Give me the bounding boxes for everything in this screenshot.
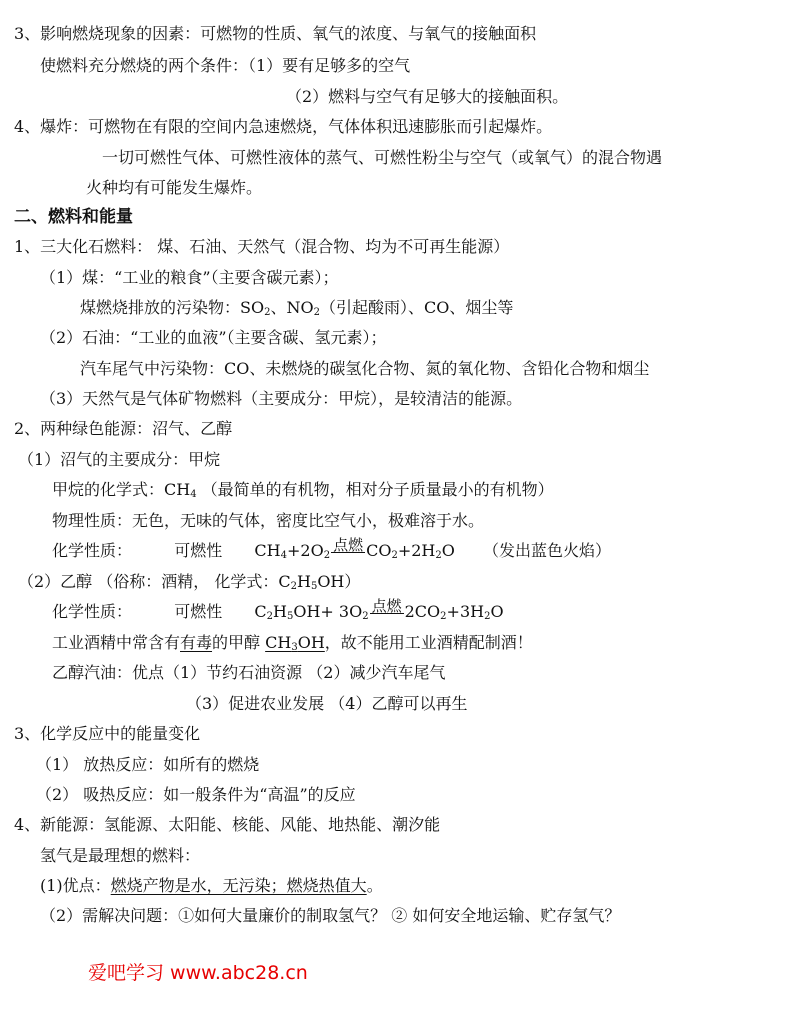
- line-explosion-detail: 一切可燃性气体、可燃性液体的蒸气、可燃性粉尘与空气（或氧气）的混合物遇: [102, 148, 663, 167]
- line-new-energy: 4、新能源：氢能源、太阳能、核能、风能、地热能、潮汐能: [14, 815, 441, 834]
- line-ethanol: （2）乙醇 （俗称：酒精， 化学式：$C_2H_5OH$）: [18, 572, 361, 592]
- line-energy-change: 3、化学反应中的能量变化: [14, 724, 201, 743]
- line-hydrogen: 氢气是最理想的燃料：: [40, 846, 201, 865]
- line-fossil-fuels: 1、三大化石燃料： 煤、石油、天然气（混合物、均为不可再生能源）: [14, 237, 510, 256]
- line-hydrogen-problems: （2）需解决问题：①如何大量廉价的制取氢气？ ② 如何安全地运输、贮存氢气？: [40, 906, 621, 925]
- line-biogas: （1）沼气的主要成分：甲烷: [18, 450, 221, 469]
- line-ethanol-gasoline-cont: （3）促进农业发展 （4）乙醇可以再生: [186, 694, 468, 713]
- section-heading-fuel-energy: 二、燃料和能量: [14, 207, 133, 227]
- underlined-toxic: 有毒: [180, 633, 213, 652]
- footer-watermark-link[interactable]: 爱吧学习 www.abc28.cn: [88, 962, 308, 984]
- line-natural-gas: （3）天然气是气体矿物燃料（主要成分：甲烷），是较清洁的能源。: [40, 389, 523, 408]
- line-two-conditions: 使燃料充分燃烧的两个条件：（1）要有足够多的空气: [40, 56, 411, 75]
- line-ethanol-gasoline: 乙醇汽油：优点（1）节约石油资源 （2）减少汽车尾气: [52, 663, 446, 682]
- line-methane-chemical: 化学性质： 可燃性 $CH_4+2O_2$点燃 $CO_2+2H_2O$ （发出蓝色火焰）: [52, 536, 612, 561]
- line-hydrogen-advantages: (1)优点：燃烧产物是水，无污染；燃烧热值大。: [40, 876, 383, 895]
- line-explosion-detail-cont: 火种均有可能发生爆炸。: [86, 178, 263, 197]
- reaction-condition: 点燃: [371, 597, 402, 615]
- reaction-condition: 点燃: [333, 536, 364, 554]
- line-methane-physical: 物理性质：无色，无味的气体，密度比空气小，极难溶于水。: [52, 511, 485, 530]
- line-factors: 3、影响燃烧现象的因素：可燃物的性质、氧气的浓度、与氧气的接触面积: [14, 24, 537, 43]
- underlined-advantages: 燃烧产物是水，无污染；燃烧热值大: [110, 876, 367, 895]
- line-coal-pollutants: 煤燃烧排放的污染物：$SO_2$、$NO_2$（引起酸雨）、CO、烟尘等: [80, 298, 514, 318]
- underlined-methanol: $CH_3OH$: [265, 633, 325, 653]
- line-explosion: 4、爆炸：可燃物在有限的空间内急速燃烧，气体体积迅速膨胀而引起爆炸。: [14, 117, 553, 136]
- line-coal: （1）煤：“工业的粮食”（主要含碳元素）；: [40, 268, 339, 287]
- line-condition-2: （2）燃料与空气有足够大的接触面积。: [286, 87, 569, 106]
- line-petroleum: （2）石油：“工业的血液”（主要含碳、氢元素）；: [40, 328, 387, 347]
- line-green-energy: 2、两种绿色能源：沼气、乙醇: [14, 419, 233, 438]
- line-exothermic: （1） 放热反应：如所有的燃烧: [36, 755, 260, 774]
- line-endothermic: （2） 吸热反应：如一般条件为“高温”的反应: [36, 785, 356, 804]
- line-exhaust-pollutants: 汽车尾气中污染物：CO、未燃烧的碳氢化合物、氮的氧化物、含铅化合物和烟尘: [80, 359, 650, 378]
- line-ethanol-chemical: 化学性质： 可燃性 $C_2H_5OH+ 3O_2$点燃 $2CO_2+3H_2O$: [52, 597, 504, 622]
- line-methane-formula: 甲烷的化学式：$CH_4$ （最简单的有机物，相对分子质量最小的有机物）: [52, 480, 554, 500]
- line-industrial-alcohol: 工业酒精中常含有有毒的甲醇 $CH_3OH$，故不能用工业酒精配制酒！: [52, 633, 533, 653]
